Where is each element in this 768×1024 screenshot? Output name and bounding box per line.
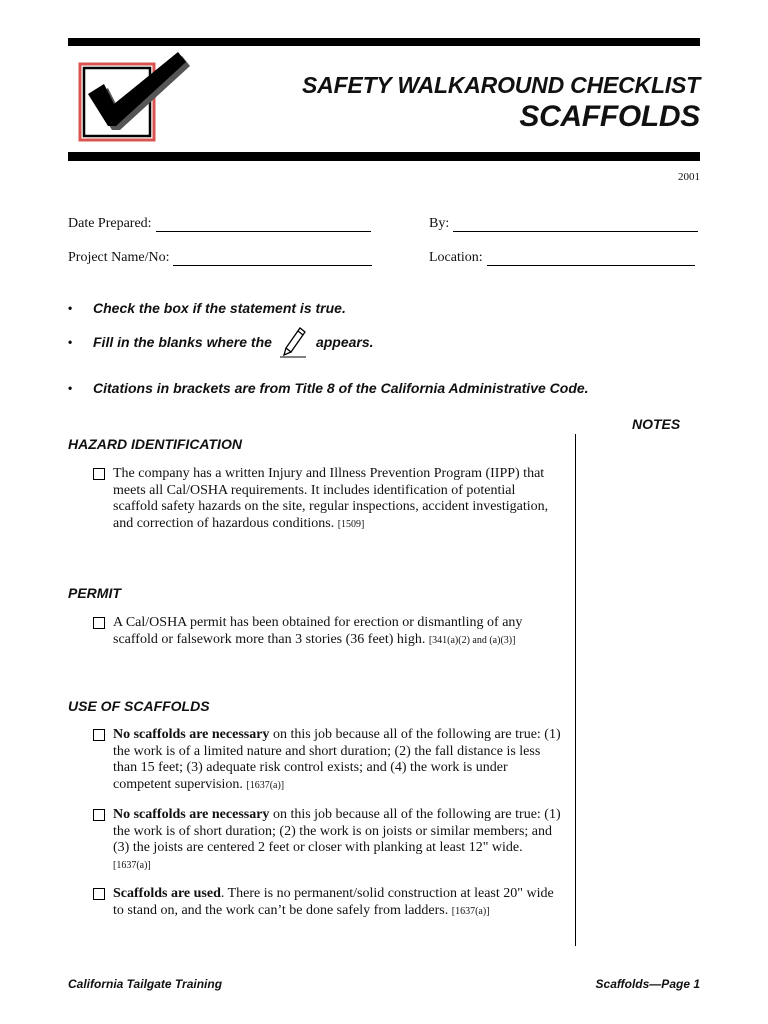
- location-blank[interactable]: [487, 252, 695, 266]
- item-text: The company has a written Injury and Illness Prevention Program (IIPP) that meets all Cal/OSHA requirements. It includes identification of potential scaffold safety hazards on the site, regular inspections, accident investigation, and correction of hazardous conditions.: [113, 466, 549, 531]
- item-bold-lead: Scaffolds are used: [113, 886, 221, 901]
- page-subtitle: SCAFFOLDS: [519, 100, 700, 133]
- instruction-fill-after: appears.: [315, 334, 374, 350]
- checklist-item: [93, 615, 563, 649]
- checklist-item: [93, 807, 563, 874]
- location-field: [429, 250, 695, 266]
- citation: [1637(a)]: [451, 905, 490, 917]
- instruction-fill-before: Fill in the blanks where the: [93, 334, 272, 350]
- project-field: [68, 250, 372, 266]
- project-label: Project Name/No:: [68, 250, 170, 265]
- instruction-check: [68, 300, 346, 316]
- by-label: By:: [429, 216, 450, 231]
- checkbox[interactable]: [93, 809, 105, 821]
- section-heading-use: USE OF SCAFFOLDS: [68, 698, 210, 714]
- checklist-item: [93, 886, 563, 920]
- bullet-dot: •: [68, 335, 73, 349]
- project-blank[interactable]: [173, 252, 372, 266]
- date-prepared-blank[interactable]: [156, 218, 371, 232]
- checkbox[interactable]: [93, 468, 105, 480]
- pencil-icon: [278, 324, 308, 360]
- header-top-rule: [68, 38, 700, 46]
- footer-left: California Tailgate Training: [68, 977, 223, 991]
- date-prepared-field: [68, 216, 371, 232]
- location-label: Location:: [429, 250, 483, 265]
- instruction-citations-text: Citations in brackets are from Title 8 of the California Administrative Code.: [93, 380, 589, 396]
- instruction-citations: [68, 380, 589, 396]
- item-text: . There is no permanent/solid construction at least 20" wide to stand on, and the work can’t be done safely from ladders.: [113, 886, 554, 918]
- instruction-check-text: Check the box if the statement is true.: [93, 300, 346, 316]
- citation: [1637(a)]: [113, 859, 151, 871]
- citation: [1509]: [337, 518, 365, 530]
- footer-page-number: Scaffolds—Page 1: [595, 977, 700, 991]
- checkbox[interactable]: [93, 729, 105, 741]
- notes-heading: NOTES: [632, 416, 681, 432]
- by-field: [429, 216, 698, 232]
- checklist-item: [93, 466, 563, 533]
- checkbox[interactable]: [93, 617, 105, 629]
- item-text: on this job because all of the following are true: (1) the work is of short duration; (2) the work is on joists or similar members; and (3) the joists are centered 2 feet or closer with planking at least 12" wide.: [113, 807, 561, 856]
- citation: [1637(a)]: [246, 779, 285, 791]
- revision-year: 2001: [678, 171, 700, 183]
- header-bottom-rule: [68, 152, 700, 161]
- bullet-dot: •: [68, 381, 73, 395]
- citation: [341(a)(2) and (a)(3)]: [428, 634, 516, 646]
- checkmark-logo-icon: [78, 50, 198, 146]
- item-text: on this job because all of the following are true: (1) the work is of a limited nature and short duration; (2) the fall distance is less than 15 feet; (3) adequate risk control exists; and (4) the work is under competent supervision.: [113, 727, 561, 792]
- section-heading-permit: PERMIT: [68, 585, 121, 601]
- date-prepared-label: Date Prepared:: [68, 216, 152, 231]
- section-heading-hazard: HAZARD IDENTIFICATION: [68, 436, 242, 452]
- notes-divider: [575, 434, 576, 946]
- item-bold-lead: No scaffolds are necessary: [113, 727, 270, 742]
- by-blank[interactable]: [453, 218, 698, 232]
- instruction-fill: [68, 324, 374, 360]
- item-bold-lead: No scaffolds are necessary: [113, 807, 270, 822]
- checklist-item: [93, 727, 563, 794]
- checkbox[interactable]: [93, 888, 105, 900]
- bullet-dot: •: [68, 301, 73, 315]
- item-text: A Cal/OSHA permit has been obtained for erection or dismantling of any scaffold or falsework more than 3 stories (36 feet) high.: [113, 615, 523, 647]
- page-title: SAFETY WALKAROUND CHECKLIST: [302, 72, 700, 98]
